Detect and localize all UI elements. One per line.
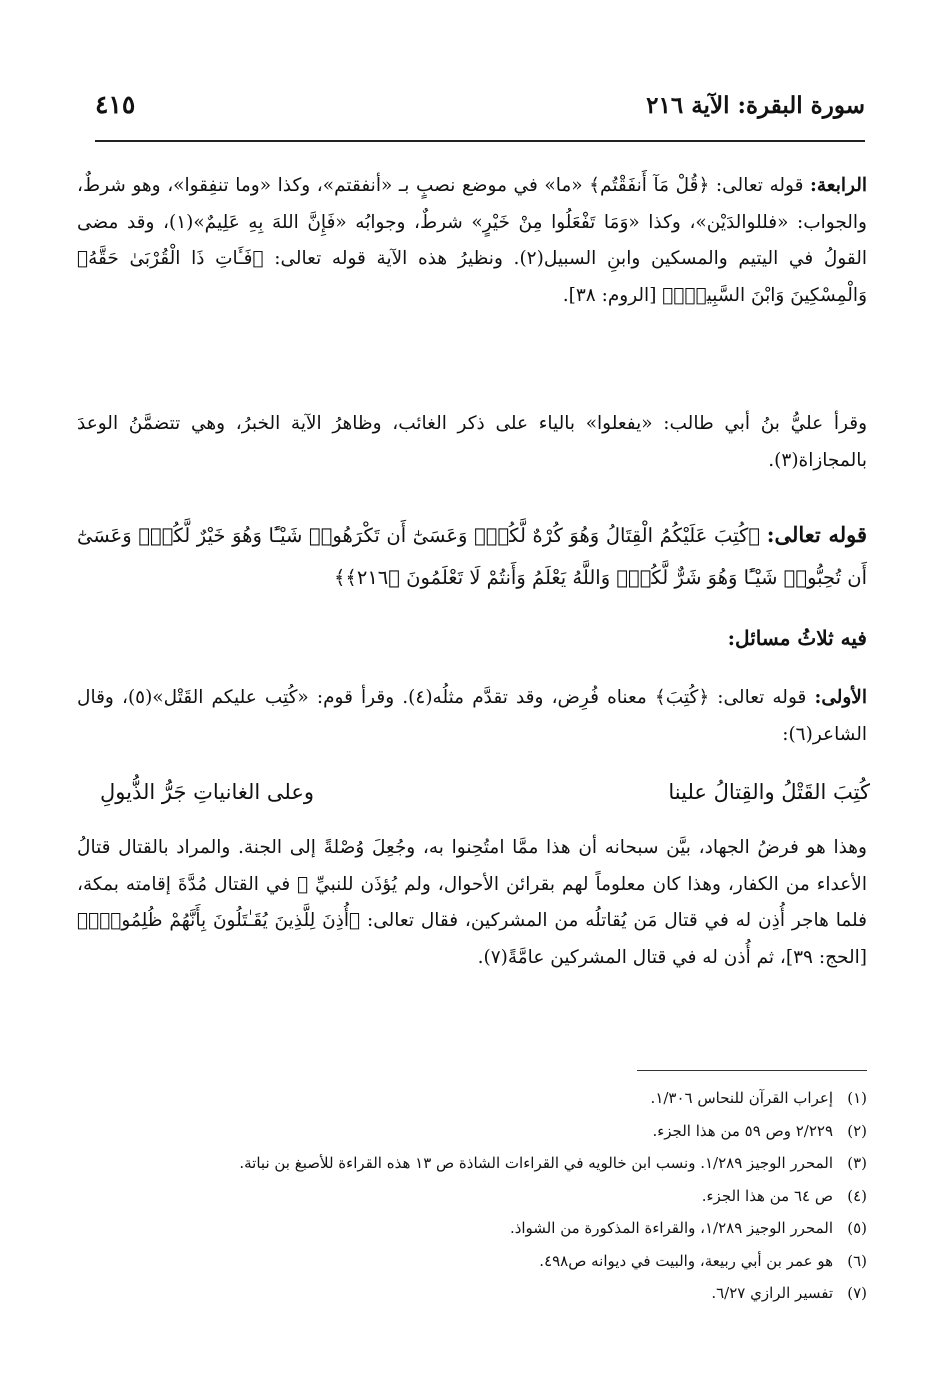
footnote-text: هو عمر بن أبي ربيعة، والبيت في ديوانه ص٤٩٨. <box>539 1251 833 1270</box>
paragraph-lead: الأولى: <box>814 687 867 708</box>
footnote-text: إعراب القرآن للنحاس ١/٣٠٦. <box>650 1089 833 1107</box>
paragraph-lead: الرابعة: <box>810 175 867 196</box>
footnote-number: (٥) <box>847 1219 867 1237</box>
footnote-number: (٦) <box>847 1251 867 1270</box>
paragraph-jihad <box>77 830 867 976</box>
footnote-item <box>77 1147 867 1180</box>
footnote-number: (٧) <box>847 1284 867 1302</box>
paragraph-text: وقرأ عليُّ بنُ أبي طالب: «يفعلوا» بالياء على ذكر الغائب، وظاهرُ الآية الخبرُ، وهي تتضمَّنُ الوعدَ بالمجازاة(٣). <box>77 413 867 471</box>
footnote-text: المحرر الوجيز ١/٢٨٩. ونسب ابن خالويه في القراءات الشاذة ص ١٣ هذه القراءة للأصبغ بن نباتة. <box>239 1154 833 1172</box>
footnote-text: تفسير الرازي ٦/٢٧. <box>711 1284 833 1302</box>
quran-verse-block <box>77 514 867 599</box>
paragraph-text: وهذا هو فرضُ الجهاد، بيَّن سبحانه أن هذا ممَّا امتُحِنوا به، وجُعِلَ وُصْلةً إلى الجنة. والمراد بالقتال قتالُ الأعداء من الكفار، وهذا كان معلوماً لهم بقرائن الأحوال، ولم يُؤذَن للنبيِّ ﷺ في القتال مُدَّةَ إقامته بمكة، فلما هاجر أُذِن له في قتال مَن يُقاتلُه من المشركين، فقال تعالى: ﴿أُذِنَ لِلَّذِينَ يُقَـٰتَلُونَ بِأَنَّهُمْ ظُلِمُوا۟ۚ﴾ [الحج: ٣٩]، ثم أُذن له في قتال المشركين عامَّةً(٧). <box>77 837 867 968</box>
footnote-number: (٣) <box>847 1154 867 1172</box>
paragraph-text: قوله تعالى: ﴿قُلْ مَآ أَنفَقْتُم﴾ «ما» في موضع نصبٍ بـ «أنفقتم»، وكذا «وما تنفِقوا»، وهو شرطٌ، والجواب: «فللوالدَيْن»، وكذا «وَمَا تَفْعَلُوا مِنْ خَيْرٍ» شرطٌ، وجوابُه «فَإِنَّ اللهَ بِهِ عَلِيمٌ»(١)، وقد مضى القولُ في اليتيم والمسكين وابنِ السبيل(٢). ونظيرُ هذه الآية قوله تعالى: ﴿فَـَٔاتِ ذَا الْقُرْبَىٰ حَقَّهُۥ وَالْمِسْكِينَ وَابْنَ السَّبِيلِۚ﴾ [الروم: ٣٨]. <box>77 175 868 306</box>
paragraph-fourth-issue <box>77 168 867 314</box>
poetry-verse <box>100 780 870 820</box>
page-header <box>95 88 865 128</box>
page-number: ٤١٥ <box>95 90 136 119</box>
surah-title: سورة البقرة: الآية ٢١٦ <box>646 92 865 119</box>
poem-second-hemistich: وعلى الغانياتِ جَرُّ الذُّيولِ <box>100 780 315 804</box>
footnote-text: ص ٦٤ من هذا الجزء. <box>701 1186 833 1205</box>
paragraph-reading-variant <box>77 406 867 479</box>
paragraph-first-issue <box>77 680 867 753</box>
footnote-number: (٤) <box>847 1186 867 1205</box>
footnotes <box>77 1082 867 1310</box>
footnote-item <box>77 1082 867 1115</box>
footnote-text: المحرر الوجيز ١/٢٨٩، والقراءة المذكورة من الشواذ. <box>509 1219 833 1237</box>
footnote-number: (١) <box>847 1089 867 1107</box>
footnote-text: ٢/٢٢٩ وص ٥٩ من هذا الجزء. <box>652 1121 833 1140</box>
paragraph-text: قوله تعالى: ﴿كُتِبَ﴾ معناه فُرِض، وقد تقدَّم مثلُه(٤). وقرأ قوم: «كُتِب عليكم القَتْل»(٥)، وقال الشاعر(٦): <box>77 687 867 745</box>
footnote-item <box>77 1180 867 1213</box>
footnote-item <box>77 1115 867 1148</box>
poem-first-hemistich: كُتِبَ القَتْلُ والقِتالُ علينا <box>668 780 870 804</box>
footnote-item <box>77 1277 867 1310</box>
footnote-divider <box>637 1070 867 1071</box>
footnote-item <box>77 1212 867 1245</box>
verse-text: ﴿كُتِبَ عَلَيْكُمُ الْقِتَالُ وَهُوَ كُرْهٌ لَّكُمْۖ وَعَسَىٰٓ أَن تَكْرَهُوا۟ شَيْـًٔا وَهُوَ خَيْرٌ لَّكُمْۖ وَعَسَىٰٓ أَن تُحِبُّوا۟ شَيْـًٔا وَهُوَ شَرٌّ لَّكُمْۗ وَاللَّهُ يَعْلَمُ وَأَنتُمْ لَا تَعْلَمُونَ ﴿٢١٦﴾﴾ <box>77 524 867 589</box>
issues-heading: فيه ثلاثُ مسائل: <box>727 626 867 650</box>
footnote-number: (٢) <box>847 1121 867 1140</box>
header-divider <box>95 140 865 142</box>
footnote-item <box>77 1245 867 1278</box>
verse-label: قوله تعالى: <box>766 522 868 547</box>
